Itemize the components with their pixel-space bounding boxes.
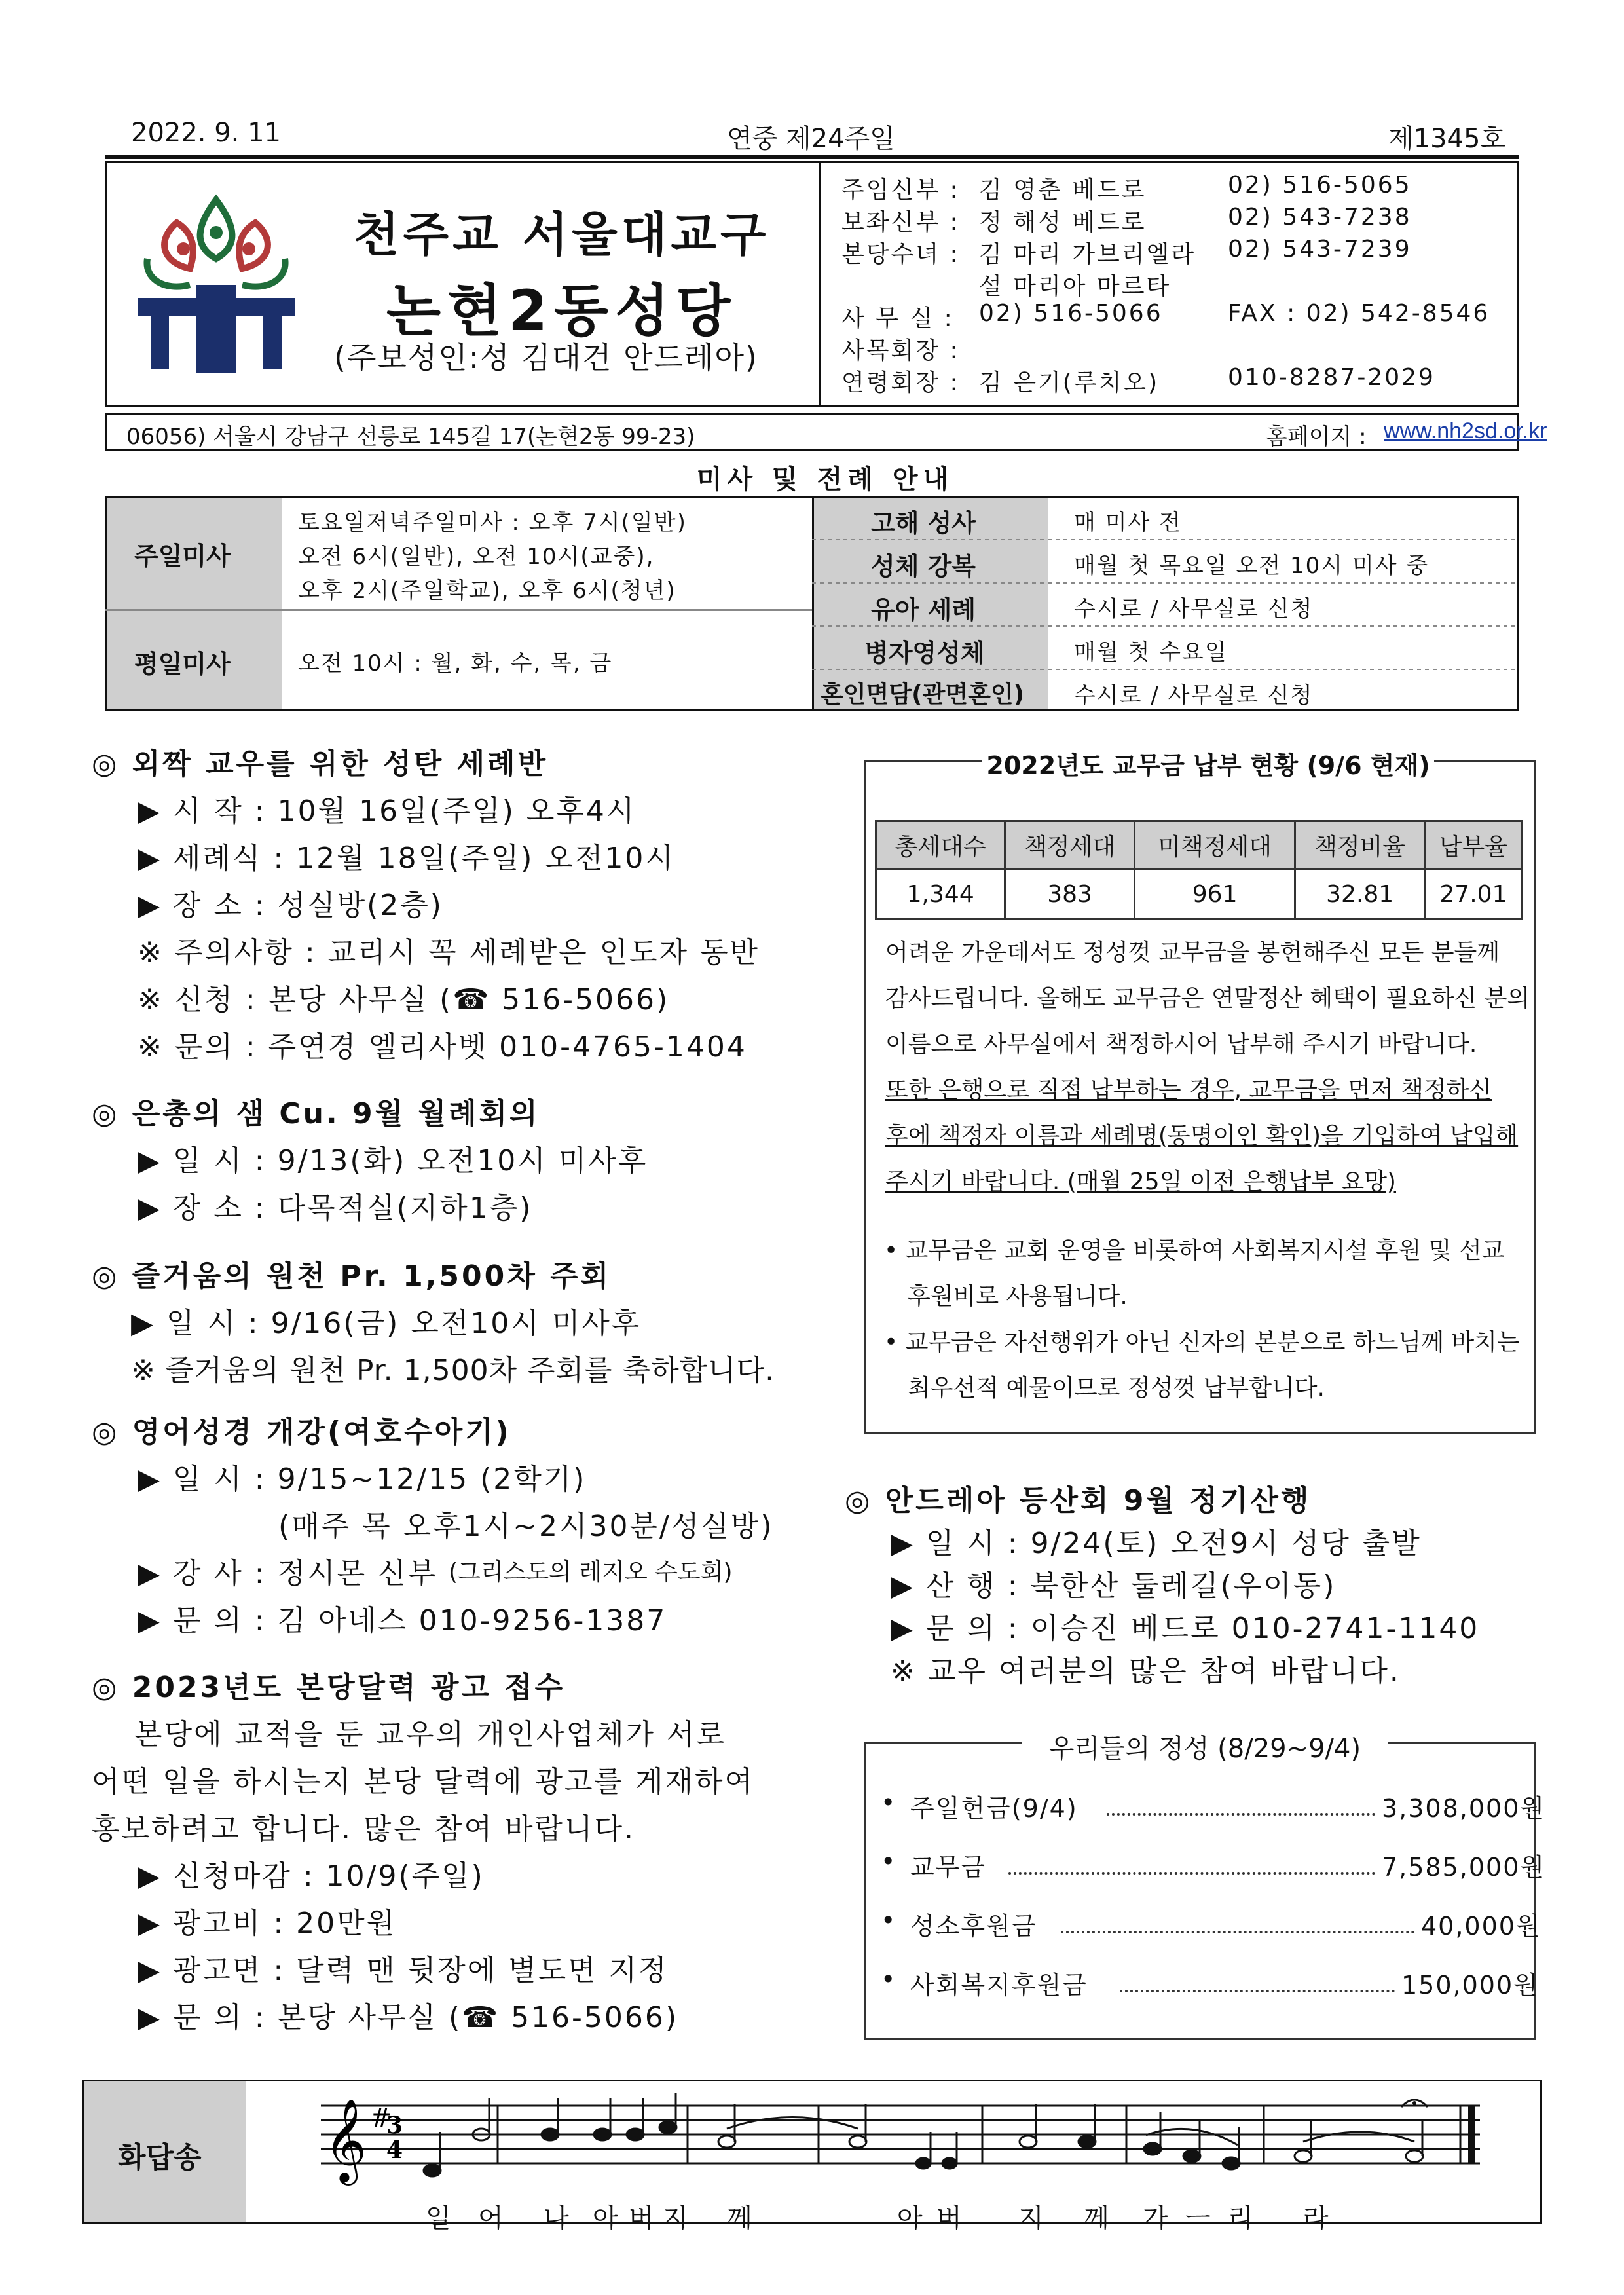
notice-line: ▶ 광고면 : 달력 맨 뒷장에 별도면 지정 [138,1954,669,1987]
row-divider [812,625,1519,627]
offering-amount: 150,000원 [1401,1971,1539,2000]
sick-communion-text: 매월 첫 수요일 [1074,639,1228,665]
sunday-mass-line: 오전 6시(일반), 오전 10시(교중), [298,544,655,570]
dot-leader [1120,1990,1395,1992]
staff-name: 설 마리아 마르타 [979,273,1172,300]
notice-line: ▶ 일 시 : 9/13(화) 오전10시 미사후 [138,1144,648,1178]
weekday-mass-label: 평일미사 [134,650,231,679]
notice-paragraph: 본당에 교적을 둔 교우의 개인사업체가 서로 [134,1718,727,1751]
address-bar [105,413,1547,451]
staff-role: 주임신부 : [841,177,960,204]
staff-name: 김 마리 가브리엘라 [979,241,1196,268]
lyric: 가 [1143,2203,1170,2233]
staff-role: 연령회장 : [841,369,960,396]
staff-name: 김 은기(루치오) [979,369,1160,396]
staff-phone: 02) 543-7239 [1228,236,1412,263]
lyric: 아 [593,2203,619,2233]
church-dues-title: 2022년도 교무금 납부 현황 (9/6 현재) [982,745,1434,782]
bullet-line: • 교무금은 교회 운영을 비롯하여 사회복지시설 후원 및 선교 [884,1237,1505,1264]
notice-line: ▶ 강 사 : 정시몬 신부 [138,1557,438,1590]
offering-label: 교무금 [910,1853,987,1882]
homepage-label: 홈페이지 : [1266,424,1367,450]
staff-name: 정 해성 베드로 [979,209,1147,236]
table-cell: 32.81 [1295,870,1424,920]
top-rule [105,155,1519,159]
office-phone: 02) 516-5066 [979,300,1163,327]
treble-clef-icon: 𝄞 [324,2098,367,2182]
row-divider [812,582,1519,584]
offering-label: 성소후원금 [910,1912,1037,1941]
offering-bullet: • [881,1847,897,1876]
notice-title: ◎ 은총의 샘 Cu. 9월 월례회의 [92,1097,540,1130]
lyric: 버 [936,2203,963,2233]
lyric: 지 [663,2203,690,2233]
notice-line-note: (그리스도의 레지오 수도회) [449,1559,733,1586]
notice-line: ▶ 산 행 : 북한산 둘레길(우이동) [891,1569,1337,1603]
notice-line: ▶ 장 소 : 성실방(2층) [138,889,443,922]
notice-line: ▶ 세례식 : 12월 18일(주일) 오전10시 [138,842,675,875]
notice-paragraph: 홍보하려고 합니다. 많은 참여 바랍니다. [92,1812,635,1846]
offering-label: 사회복지후원금 [910,1971,1088,2000]
music-staff [321,2093,1480,2204]
paragraph-line: 어려운 가운데서도 정성껏 교무금을 봉헌해주신 모든 분들께 [885,939,1500,966]
marriage-text: 수시로 / 사무실로 신청 [1074,682,1314,709]
church-dues-table [875,820,1523,920]
benediction-label: 성체 강복 [871,552,976,581]
notice-paragraph: 어떤 일을 하시는지 본당 달력에 광고를 게재하여 [92,1765,754,1799]
weekday-mass-text: 오전 10시 : 월, 화, 수, 목, 금 [298,650,613,677]
dot-leader [1107,1813,1375,1816]
psalm-label: 화답송 [118,2141,202,2174]
notice-line: ※ 즐거움의 원천 Pr. 1,500차 주회를 축하합니다. [131,1354,775,1387]
table-cell: 961 [1134,870,1295,920]
notice-line: ※ 주의사항 : 교리시 꼭 세례받은 인도자 동반 [138,936,760,969]
infant-baptism-label: 유아 세례 [871,595,976,624]
sunday-mass-line: 토요일저녁주일미사 : 오후 7시(일반) [298,510,687,536]
staff-phone: 02) 516-5065 [1228,172,1412,198]
notice-line: ▶ 일 시 : 9/15~12/15 (2학기) [138,1463,587,1496]
lyric: 리 [1228,2203,1255,2233]
diocese-name: 천주교 서울대교구 [354,207,770,262]
table-cell: 383 [1005,870,1134,920]
lyric: 께 [1084,2203,1111,2233]
paragraph-line: 이름으로 사무실에서 책정하시어 납부해 주시기 바랍니다. [885,1031,1477,1058]
table-header-cell: 총세대수 [876,821,1005,870]
notice-line: ▶ 문 의 : 본당 사무실 (☎ 516-5066) [138,2001,679,2034]
paragraph-line: 후에 책정자 이름과 세례명(동명이인 확인)을 기입하여 납입해 [885,1123,1519,1149]
row-divider [812,669,1519,670]
table-header-cell: 납부율 [1424,821,1522,870]
lyric: 버 [629,2203,655,2233]
lyric: ㅡ [1185,2203,1212,2233]
church-logo-icon [131,187,301,377]
paragraph-line: 주시기 바랍니다. (매월 25일 이전 은행납부 요망) [885,1168,1396,1195]
notice-title: ◎ 영어성경 개강(여호수아기) [92,1415,511,1449]
staff-phone: 02) 543-7238 [1228,204,1412,231]
offering-bullet: • [881,1965,897,1994]
homepage-link[interactable]: www.nh2sd.or.kr [1384,419,1547,443]
staff-role: 보좌신부 : [841,209,960,236]
mass-col-divider [812,496,814,711]
mass-row-divider [105,609,812,611]
table-cell: 1,344 [876,870,1005,920]
bullet-line: • 교무금은 자선행위가 아닌 신자의 본분으로 하느님께 바치는 [884,1329,1520,1356]
table-header-cell: 미책정세대 [1134,821,1295,870]
notice-line: ▶ 일 시 : 9/16(금) 오전10시 미사후 [131,1307,642,1340]
offering-amount: 7,585,000원 [1382,1853,1546,1882]
benediction-text: 매월 첫 목요일 오전 10시 미사 중 [1074,553,1430,579]
dot-leader [1061,1931,1414,1933]
staff-directory [841,172,1509,401]
offering-bullet: • [881,1906,897,1935]
svg-text:#: # [370,2103,392,2133]
infant-baptism-text: 수시로 / 사무실로 신청 [1074,596,1314,622]
paragraph-line: 또한 은행으로 직접 납부하는 경우, 교무금을 먼저 책정하신 [885,1077,1492,1104]
table-cell: 27.01 [1424,870,1522,920]
notice-line: ▶ 장 소 : 다목적실(지하1층) [138,1191,533,1225]
staff-role: 본당수녀 : [841,241,960,268]
confession-label: 고해 성사 [871,509,976,538]
lyric: 지 [1018,2203,1045,2233]
notice-line: ※ 문의 : 주연경 엘리사벳 010-4765-1404 [138,1030,747,1064]
notice-line: ▶ 시 작 : 10월 16일(주일) 오후4시 [138,794,637,828]
liturgical-week: 연중 제24주일 [727,124,895,154]
notice-line: ※ 교우 여러분의 많은 참여 바랍니다. [891,1654,1401,1688]
notice-title: ◎ 2023년도 본당달력 광고 접수 [92,1671,566,1704]
notice-line: (매주 목 오후1시~2시30분/성실방) [278,1510,774,1543]
lyric: 아 [897,2203,924,2233]
offering-amount: 3,308,000원 [1382,1794,1546,1823]
church-dues-paragraph [885,930,1530,1205]
paragraph-line: 감사드립니다. 올해도 교무금은 연말정산 혜택이 필요하신 분의 [885,985,1530,1012]
notice-line: ※ 신청 : 본당 사무실 (☎ 516-5066) [138,983,670,1017]
offering-label: 주일헌금(9/4) [910,1794,1078,1823]
staff-phone: 010-8287-2029 [1228,364,1435,391]
notice-title: ◎ 외짝 교우를 위한 성탄 세례반 [92,747,549,781]
table-header-row [876,821,1522,870]
bullet-line: 후원비로 사용됩니다. [908,1283,1128,1310]
offering-bullet: • [881,1788,897,1817]
notice-title: ◎ 안드레아 등산회 9월 정기산행 [845,1484,1312,1518]
staff-role: 사목회장 : [841,337,960,364]
notice-title: ◎ 즐거움의 원천 Pr. 1,500차 주회 [92,1259,612,1293]
svg-text:4: 4 [386,2136,403,2164]
sunday-mass-label: 주일미사 [134,542,231,570]
patron-saint: (주보성인:성 김대건 안드레아) [334,340,758,375]
mass-section-title: 미사 및 전례 안내 [696,464,954,494]
table-row [876,870,1522,920]
masthead-divider [819,161,821,407]
lyric: 일 [426,2203,452,2233]
church-dues-bullets [884,1228,1526,1411]
staff-name: 김 영춘 베드로 [979,177,1147,204]
church-address: 06056) 서울시 강남구 선릉로 145길 17(논현2동 99-23) [126,424,695,450]
sick-communion-label: 병자영성체 [864,639,985,667]
lyric: 께 [727,2203,754,2233]
notice-line: ▶ 일 시 : 9/24(토) 오전9시 성당 출발 [891,1527,1422,1560]
issue-number: 제1345호 [1388,124,1506,154]
office-fax: FAX : 02) 542-8546 [1228,300,1490,327]
bulletin-date: 2022. 9. 11 [131,118,282,148]
bullet-line: 최우선적 예물이므로 정성껏 납부합니다. [908,1375,1325,1402]
offering-amount: 40,000원 [1421,1912,1541,1941]
lyric: 어 [478,2203,505,2233]
sunday-mass-line: 오후 2시(주일학교), 오후 6시(청년) [298,578,676,604]
notice-line: ▶ 문 의 : 김 아네스 010-9256-1387 [138,1604,667,1637]
offerings-title: 우리들의 정성 (8/29~9/4) [1022,1728,1388,1764]
parish-name: 논현2동성당 [386,278,737,344]
table-header-cell: 책정비율 [1295,821,1424,870]
notice-line: ▶ 광고비 : 20만원 [138,1907,397,1940]
lyric: 라 [1303,2203,1330,2233]
notice-line: ▶ 문 의 : 이승진 베드로 010-2741-1140 [891,1612,1480,1645]
top-bar [105,118,1519,157]
marriage-label: 혼인면담(관면혼인) [821,681,1025,708]
row-divider [812,539,1519,540]
table-header-cell: 책정세대 [1005,821,1134,870]
confession-text: 매 미사 전 [1074,510,1182,536]
dot-leader [1008,1872,1375,1875]
staff-role: 사 무 실 : [841,305,954,332]
svg-text:3: 3 [386,2112,403,2139]
notice-line: ▶ 신청마감 : 10/9(주일) [138,1859,485,1893]
lyric: 나 [544,2203,570,2233]
